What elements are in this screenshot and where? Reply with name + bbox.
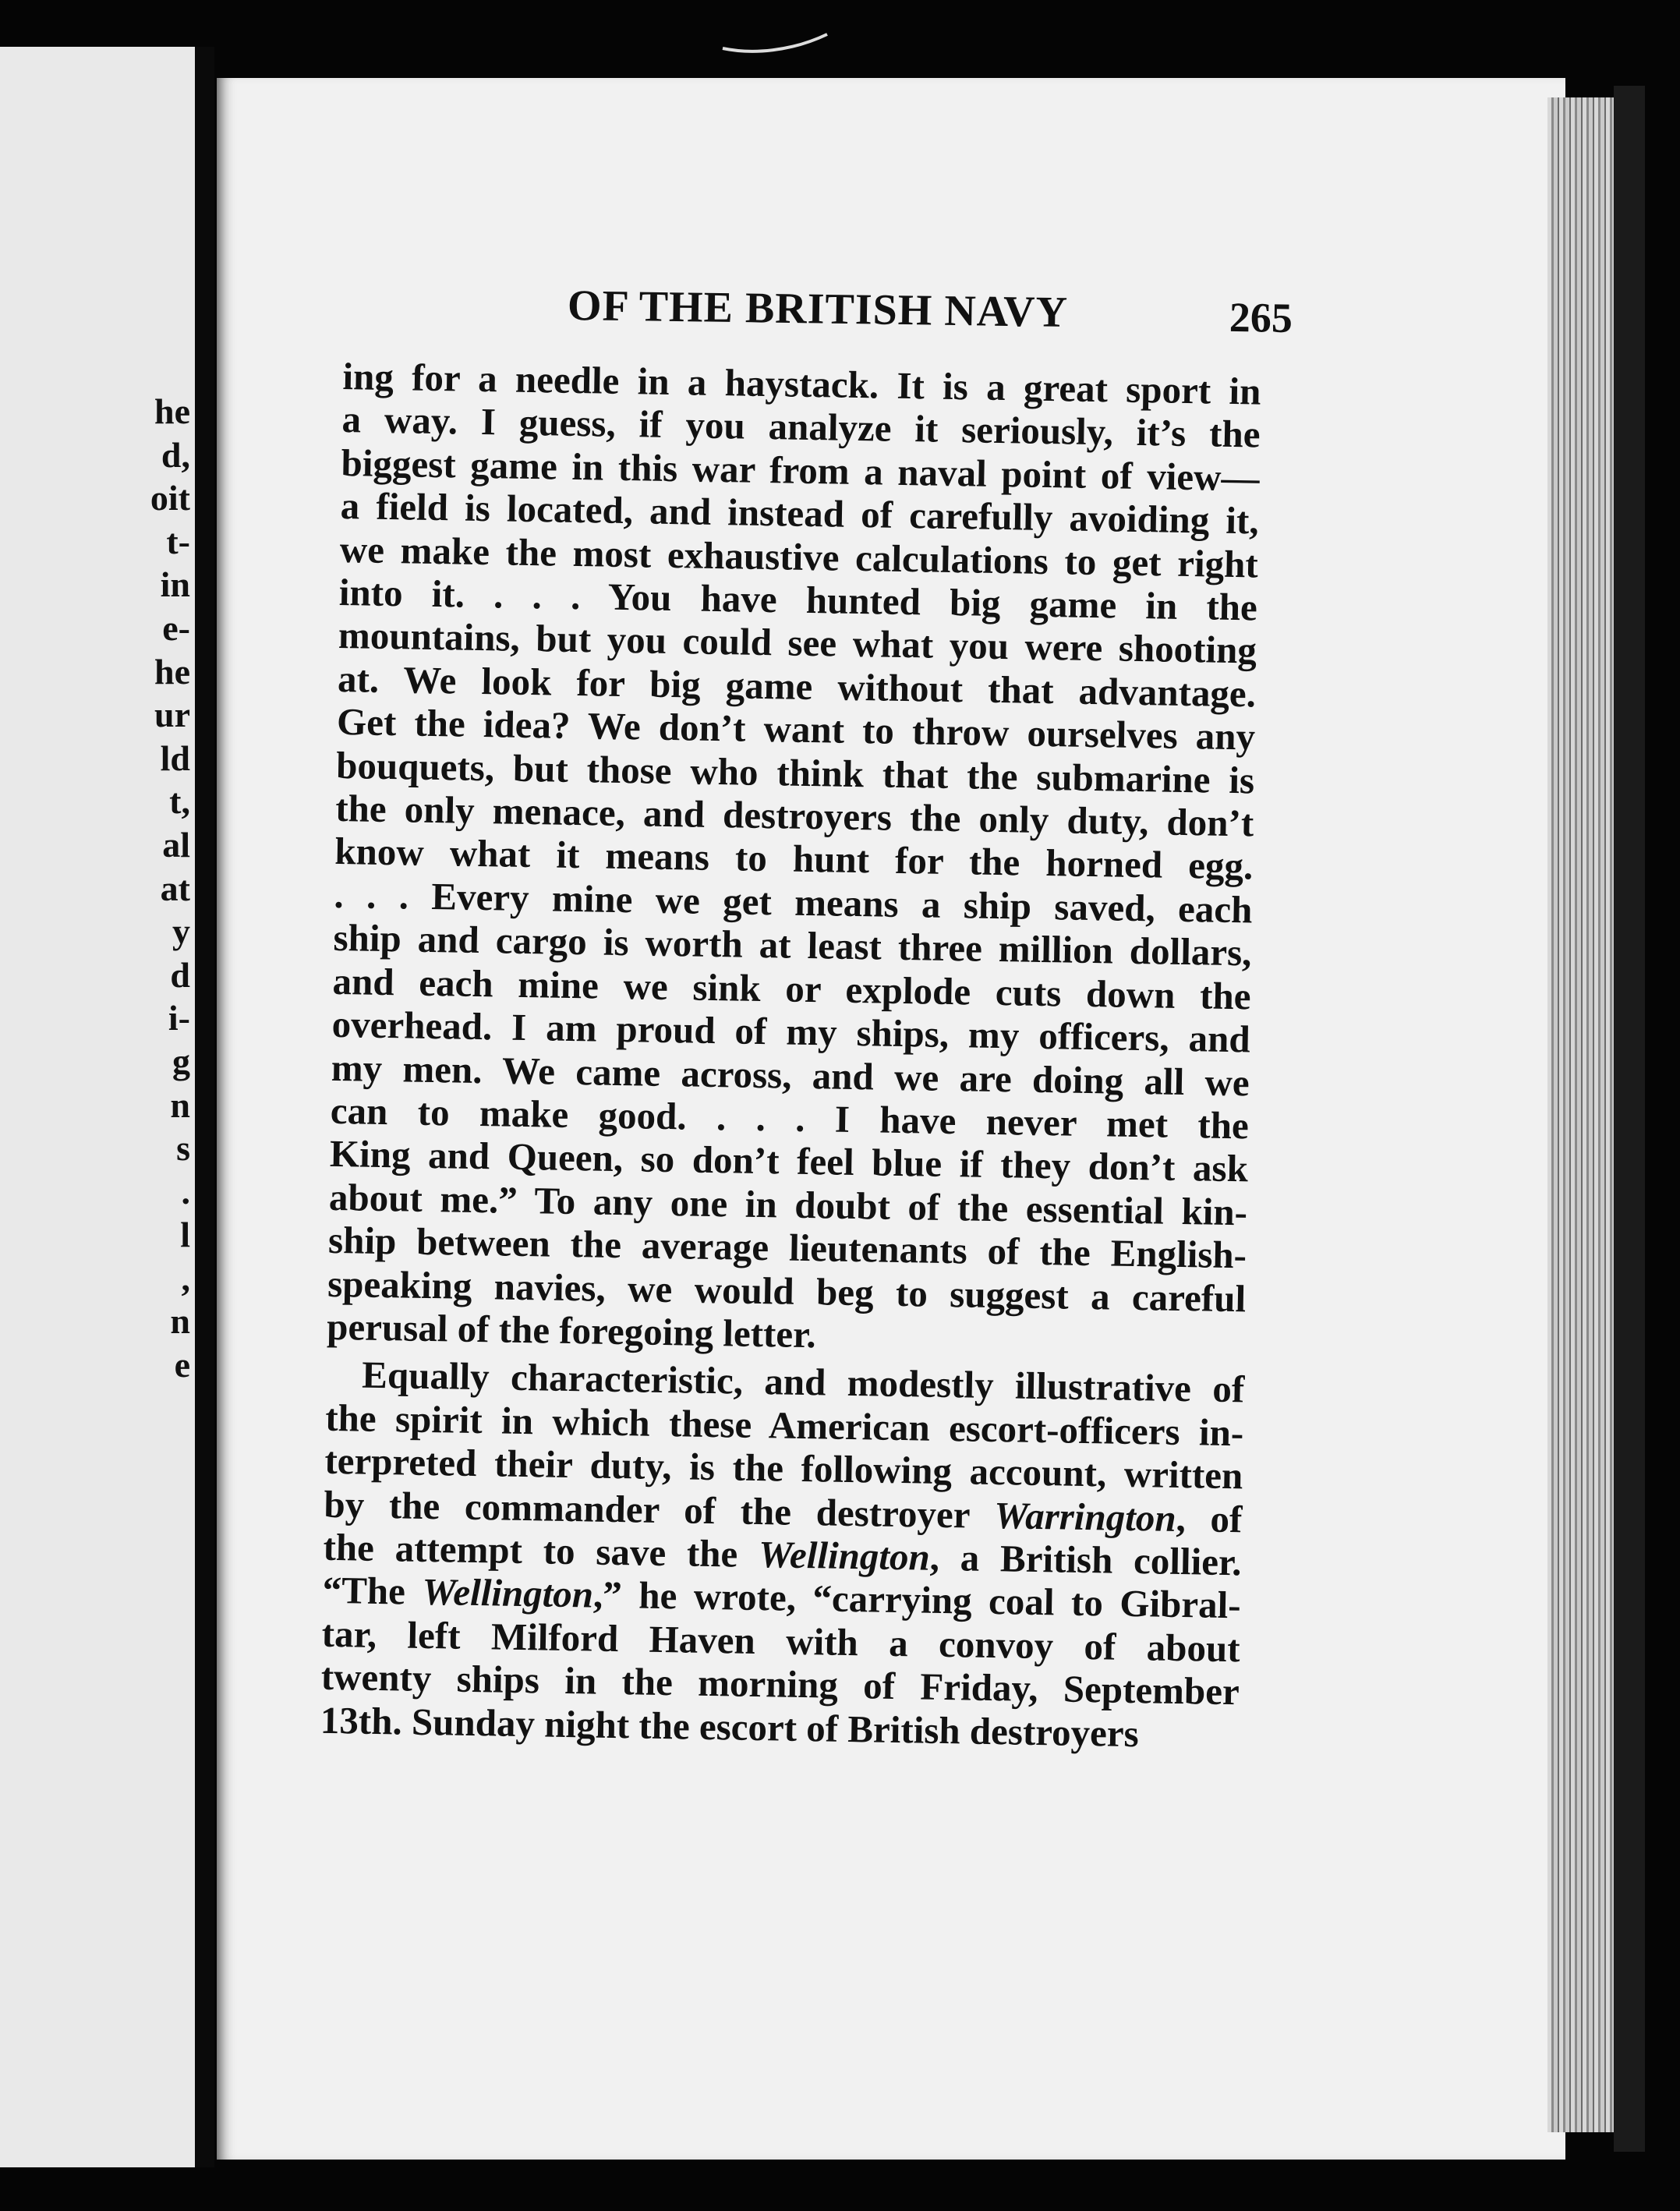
text-line: tar, left Milford Haven with a convoy of about [321, 1611, 1241, 1671]
text-line: can to make good. . . . I have never met the [330, 1088, 1250, 1148]
book-edge-shadow [1614, 86, 1645, 2152]
left-page-fragment: t- [166, 521, 190, 561]
book-gutter [195, 47, 214, 2167]
left-page-fragment: n [170, 1084, 190, 1125]
paragraph [327, 355, 1261, 1364]
left-page-fragment: he [154, 651, 190, 692]
left-page-fragment: s [176, 1128, 190, 1169]
text-line: biggest game in this war from a naval point of view— [341, 440, 1261, 500]
left-page-fragment: d [170, 954, 190, 995]
text-line: twenty ships in the morning of Friday, September [320, 1654, 1240, 1714]
body-text [320, 355, 1261, 1756]
text-line: the only menace, and destroyers the only duty, don’t [334, 786, 1254, 845]
left-page-fragment: al [162, 824, 190, 865]
text-line: terpreted their duty, is the following account, written [324, 1438, 1243, 1498]
left-page-fragment: ur [154, 695, 190, 735]
text-line: Equally characteristic, and modestly illustrative of [361, 1353, 1245, 1411]
text-line: bouquets, but those who think that the submarine is [335, 743, 1255, 802]
text-line: King and Queen, so don’t feel blue if they don’t ask [329, 1132, 1249, 1190]
left-page-fragment: y [172, 911, 190, 952]
left-page-fragment: g [172, 1041, 190, 1081]
text-line: a way. I guess, if you analyze it seriously, it’s the [341, 398, 1261, 456]
text-line: . . . Every mine we get means a ship saved, each [334, 872, 1253, 932]
text-line: Get the idea? We don’t want to throw ourselves any [336, 700, 1256, 759]
left-page-fragment: ld [160, 738, 190, 778]
text-line: overhead. I am proud of my ships, my officers, and [331, 1002, 1251, 1061]
left-page-fragment [150, 1387, 190, 1431]
text-line: by the commander of the destroyer Warrington, of [324, 1482, 1243, 1541]
text-line: 13th. Sunday night the escort of British destroyers [320, 1698, 1140, 1755]
left-page-fragment: t, [169, 781, 190, 822]
text-line: ship and cargo is worth at least three million dollars, [333, 916, 1252, 975]
left-page-fragment: oit [150, 478, 190, 518]
left-page-fragment: e- [162, 607, 190, 648]
text-line: the spirit in which these American escort-officers in- [324, 1396, 1244, 1455]
left-page-fragment: in [160, 564, 190, 605]
page-edges [1547, 97, 1614, 2132]
left-page-fragment: he [154, 391, 190, 431]
left-facing-page [0, 47, 195, 2167]
text-line: ing for a needle in a haystack. It is a great sport in [342, 355, 1261, 413]
left-page-fragment: n [170, 1301, 190, 1342]
left-page-fragment: e [174, 1345, 190, 1385]
left-page-fragment: d, [161, 434, 190, 475]
text-line: and each mine we sink or explode cuts down the [332, 959, 1251, 1018]
left-page-text-fragments [150, 390, 190, 1516]
text-line: about me.” To any one in doubt of the essential kin- [328, 1175, 1248, 1234]
running-head [568, 281, 1293, 345]
text-line: a field is located, and instead of carefully avoiding it, [340, 484, 1260, 543]
left-page-fragment: at [160, 868, 190, 908]
left-page-fragment: . [181, 1171, 190, 1212]
text-line: know what it means to hunt for the horned egg. [334, 830, 1254, 888]
running-title: OF THE BRITISH NAVY [567, 281, 1069, 337]
left-page-fragment [150, 1430, 190, 1473]
text-line: into it. . . . You have hunted big game in the [338, 570, 1258, 629]
text-line: my men. We came across, and we are doing all we [331, 1045, 1250, 1104]
text-line: “The Wellington,” he wrote, “carrying coal to Gibral- [322, 1569, 1242, 1627]
paragraph [320, 1353, 1245, 1756]
page-number: 265 [1229, 293, 1293, 341]
left-page-fragment: i- [168, 998, 190, 1038]
text-line: perusal of the foregoing letter. [326, 1304, 817, 1357]
text-line: at. We look for big game without that advantage. [337, 656, 1257, 716]
text-line: ship between the average lieutenants of the English- [327, 1218, 1247, 1277]
text-line: mountains, but you could see what you were shooting [338, 614, 1257, 672]
text-line: the attempt to save the Wellington, a British collier. [323, 1525, 1242, 1584]
left-page-fragment: l [180, 1215, 190, 1255]
text-line: we make the most exhaustive calculations to get right [339, 527, 1259, 586]
left-page-fragment: , [181, 1258, 190, 1298]
scan-mark [721, 31, 830, 62]
left-page-fragment [150, 1473, 190, 1517]
text-line: speaking navies, we would beg to suggest a careful [327, 1261, 1247, 1320]
